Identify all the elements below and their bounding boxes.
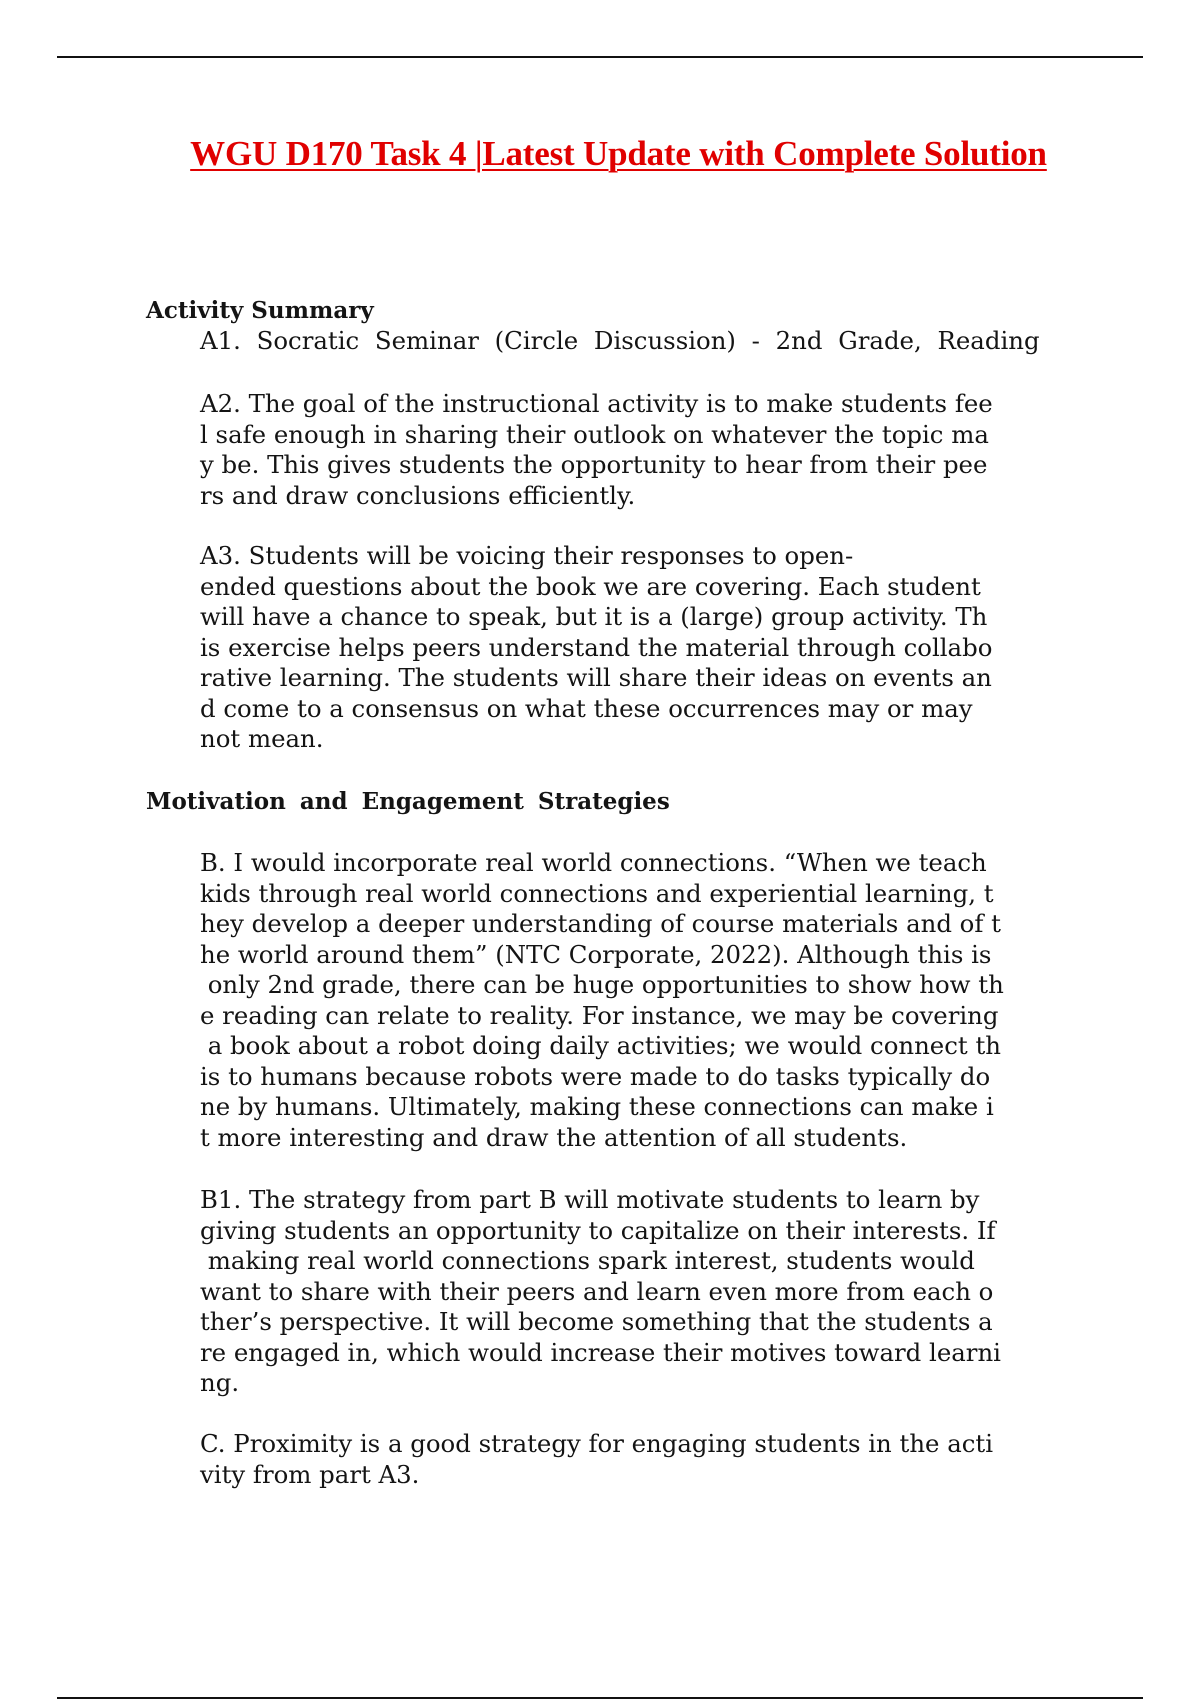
paragraph-b: B. I would incorporate real world connections. “When we teach kids through real world connections and experiential learning, t hey develop a deeper understanding of course materials and of t he world around them” (NTC Corporate, 2022). Although this is only 2nd grade, there can be huge opportunities to show how th e reading can relate to reality. For instance, we may be covering a book about a robot doing daily activities; we would connect th is to humans because robots were made to do tasks typically do ne by humans. Ultimately, making these connections can make i t more interesting and draw the attention of all students. [200, 848, 1004, 1152]
heading-activity-summary: Activity Summary [146, 297, 374, 324]
paragraph-a2: A2. The goal of the instructional activity is to make students fee l safe enough in sharing their outlook on whatever the topic ma y be. This gives students the opportunity to hear from their pee rs and draw conclusions efficiently. [200, 389, 993, 510]
heading-motivation-engagement: Motivation and Engagement Strategies [146, 788, 670, 815]
document-title: WGU D170 Task 4 |Latest Update with Complete Solution [190, 134, 1047, 173]
paragraph-b1: B1. The strategy from part B will motivate students to learn by giving students an opportunity to capitalize on their interests. If making real world connections spark interest, students would want to share with their peers and learn even more from each o ther’s perspective. It will become something that the students a re engaged in, which would increase their motives toward learni ng. [200, 1185, 1001, 1397]
paragraph-a3: A3. Students will be voicing their responses to open- ended questions about the book we are covering. Each student will have a chance to speak, but it is a (large) group activity. Th is exercise helps peers understand the material through collabo rative learning. The students will share their ideas on events an d come to a consensus on what these occurrences may or may not mean. [200, 541, 993, 753]
paragraph-c: C. Proximity is a good strategy for engaging students in the acti vity from part A3. [200, 1429, 994, 1489]
paragraph-a1: A1. Socratic Seminar (Circle Discussion) - 2nd Grade, Reading [200, 326, 1040, 355]
top-rule [57, 56, 1143, 58]
bottom-rule [57, 1697, 1143, 1699]
